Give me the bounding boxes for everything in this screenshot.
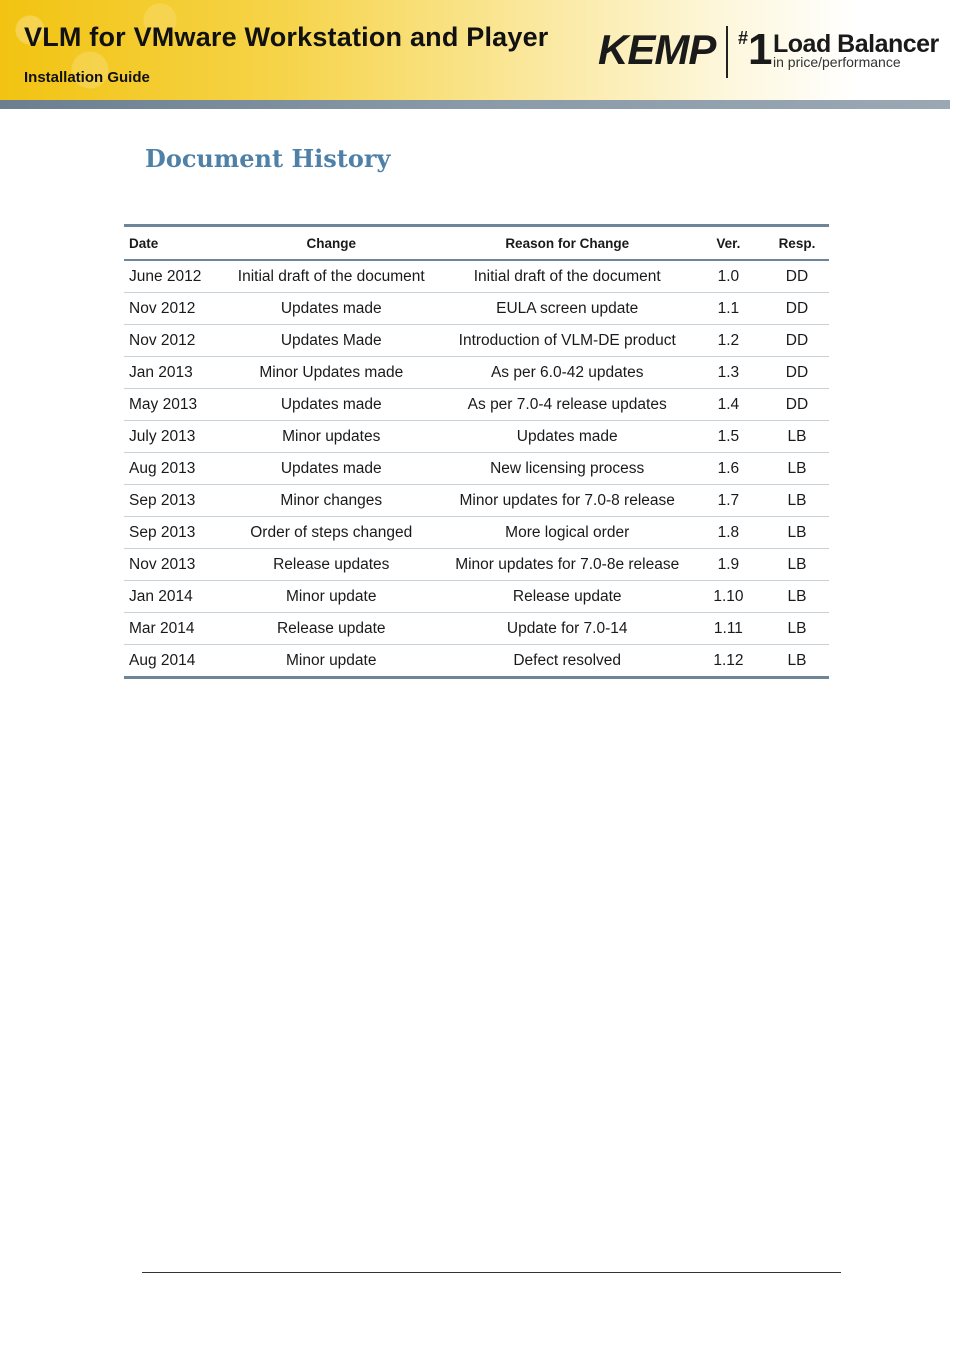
cell-responsible: LB — [765, 421, 829, 453]
cell-version: 1.2 — [692, 325, 765, 357]
page-header — [0, 0, 950, 100]
hash-symbol: # — [738, 28, 749, 48]
cell-date: Nov 2013 — [124, 549, 220, 581]
cell-version: 1.8 — [692, 517, 765, 549]
cell-responsible: LB — [765, 517, 829, 549]
cell-responsible: DD — [765, 357, 829, 389]
section-title: Document History — [145, 144, 391, 173]
table-row — [124, 485, 829, 517]
cell-change: Minor changes — [220, 485, 442, 517]
cell-date: June 2012 — [124, 260, 220, 293]
cell-date: Aug 2013 — [124, 453, 220, 485]
cell-responsible: LB — [765, 613, 829, 645]
cell-version: 1.6 — [692, 453, 765, 485]
cell-version: 1.9 — [692, 549, 765, 581]
footer-rule — [142, 1272, 841, 1273]
cell-change: Release updates — [220, 549, 442, 581]
table-row — [124, 293, 829, 325]
table-row — [124, 581, 829, 613]
cell-responsible: DD — [765, 325, 829, 357]
document-history-table — [124, 224, 829, 679]
header-accent-bar — [0, 100, 950, 109]
cell-reason: Updates made — [442, 421, 691, 453]
cell-date: Jan 2013 — [124, 357, 220, 389]
cell-change: Updates made — [220, 453, 442, 485]
cell-version: 1.4 — [692, 389, 765, 421]
table-row — [124, 453, 829, 485]
cell-responsible: DD — [765, 260, 829, 293]
number-one-badge — [738, 25, 773, 74]
load-balancer-tagline: Load Balancer — [773, 30, 939, 58]
cell-reason: More logical order — [442, 517, 691, 549]
cell-change: Release update — [220, 613, 442, 645]
cell-change: Order of steps changed — [220, 517, 442, 549]
cell-reason: EULA screen update — [442, 293, 691, 325]
cell-responsible: LB — [765, 581, 829, 613]
cell-reason: Defect resolved — [513, 651, 622, 669]
cell-date: Jan 2014 — [124, 581, 220, 613]
cell-reason: Minor updates for 7.0-8 release — [442, 485, 691, 517]
cell-change: Minor updates — [220, 421, 442, 453]
column-header-date: Date — [124, 226, 220, 261]
cell-date: July 2013 — [124, 421, 220, 453]
table-body — [124, 260, 829, 678]
cell-reason: As per 7.0-4 release updates — [442, 389, 691, 421]
cell-reason: New licensing process — [442, 453, 691, 485]
table-row — [124, 645, 829, 678]
logo-divider — [726, 26, 728, 78]
cell-version: 1.1 — [692, 293, 765, 325]
cell-responsible: LB — [765, 549, 829, 581]
cell-change: Updates made — [220, 389, 442, 421]
cell-reason: As per 6.0-42 updates — [442, 357, 691, 389]
cell-date: Mar 2014 — [124, 613, 220, 645]
cell-change: Updates made — [220, 293, 442, 325]
cell-responsible: LB — [787, 651, 807, 669]
column-header-responsible: Resp. — [765, 226, 829, 261]
cell-date: Sep 2013 — [124, 485, 220, 517]
column-header-version: Ver. — [692, 226, 765, 261]
table-row — [124, 325, 829, 357]
cell-responsible: LB — [765, 453, 829, 485]
cell-change: Initial draft of the document — [220, 260, 442, 293]
cell-change: Updates Made — [220, 325, 442, 357]
table-header-row — [124, 226, 829, 261]
column-header-change: Change — [220, 226, 442, 261]
kemp-logo: KEMP — [598, 26, 716, 73]
cell-version: 1.12 — [713, 651, 744, 669]
cell-date: Sep 2013 — [124, 517, 220, 549]
cell-responsible: DD — [765, 293, 829, 325]
cell-version: 1.10 — [692, 581, 765, 613]
cell-date: Nov 2012 — [124, 325, 220, 357]
cell-responsible: DD — [765, 389, 829, 421]
cell-date: May 2013 — [124, 389, 220, 421]
document-title: VLM for VMware Workstation and Player — [24, 22, 549, 52]
table-row — [124, 260, 829, 293]
cell-reason: Release update — [442, 581, 691, 613]
document-subtitle: Installation Guide — [24, 69, 150, 86]
cell-change: Minor update — [286, 651, 377, 669]
cell-responsible: LB — [765, 485, 829, 517]
table-row — [124, 357, 829, 389]
cell-version: 1.3 — [692, 357, 765, 389]
cell-change: Minor Updates made — [220, 357, 442, 389]
cell-reason: Introduction of VLM-DE product — [442, 325, 691, 357]
cell-version: 1.7 — [692, 485, 765, 517]
cell-version: 1.5 — [692, 421, 765, 453]
table-row — [124, 389, 829, 421]
table-row — [124, 613, 829, 645]
cell-version: 1.0 — [692, 260, 765, 293]
cell-reason: Initial draft of the document — [442, 260, 691, 293]
table-row — [124, 549, 829, 581]
table-row — [124, 421, 829, 453]
cell-reason: Minor updates for 7.0-8e release — [442, 549, 691, 581]
table-row — [124, 517, 829, 549]
cell-date: Nov 2012 — [124, 293, 220, 325]
number-one: 1 — [748, 25, 773, 74]
column-header-reason: Reason for Change — [442, 226, 691, 261]
cell-change: Minor update — [220, 581, 442, 613]
cell-version: 1.11 — [692, 613, 765, 645]
cell-reason: Update for 7.0-14 — [442, 613, 691, 645]
price-performance-tagline: in price/performance — [773, 54, 901, 70]
cell-date: Aug 2014 — [129, 651, 196, 669]
